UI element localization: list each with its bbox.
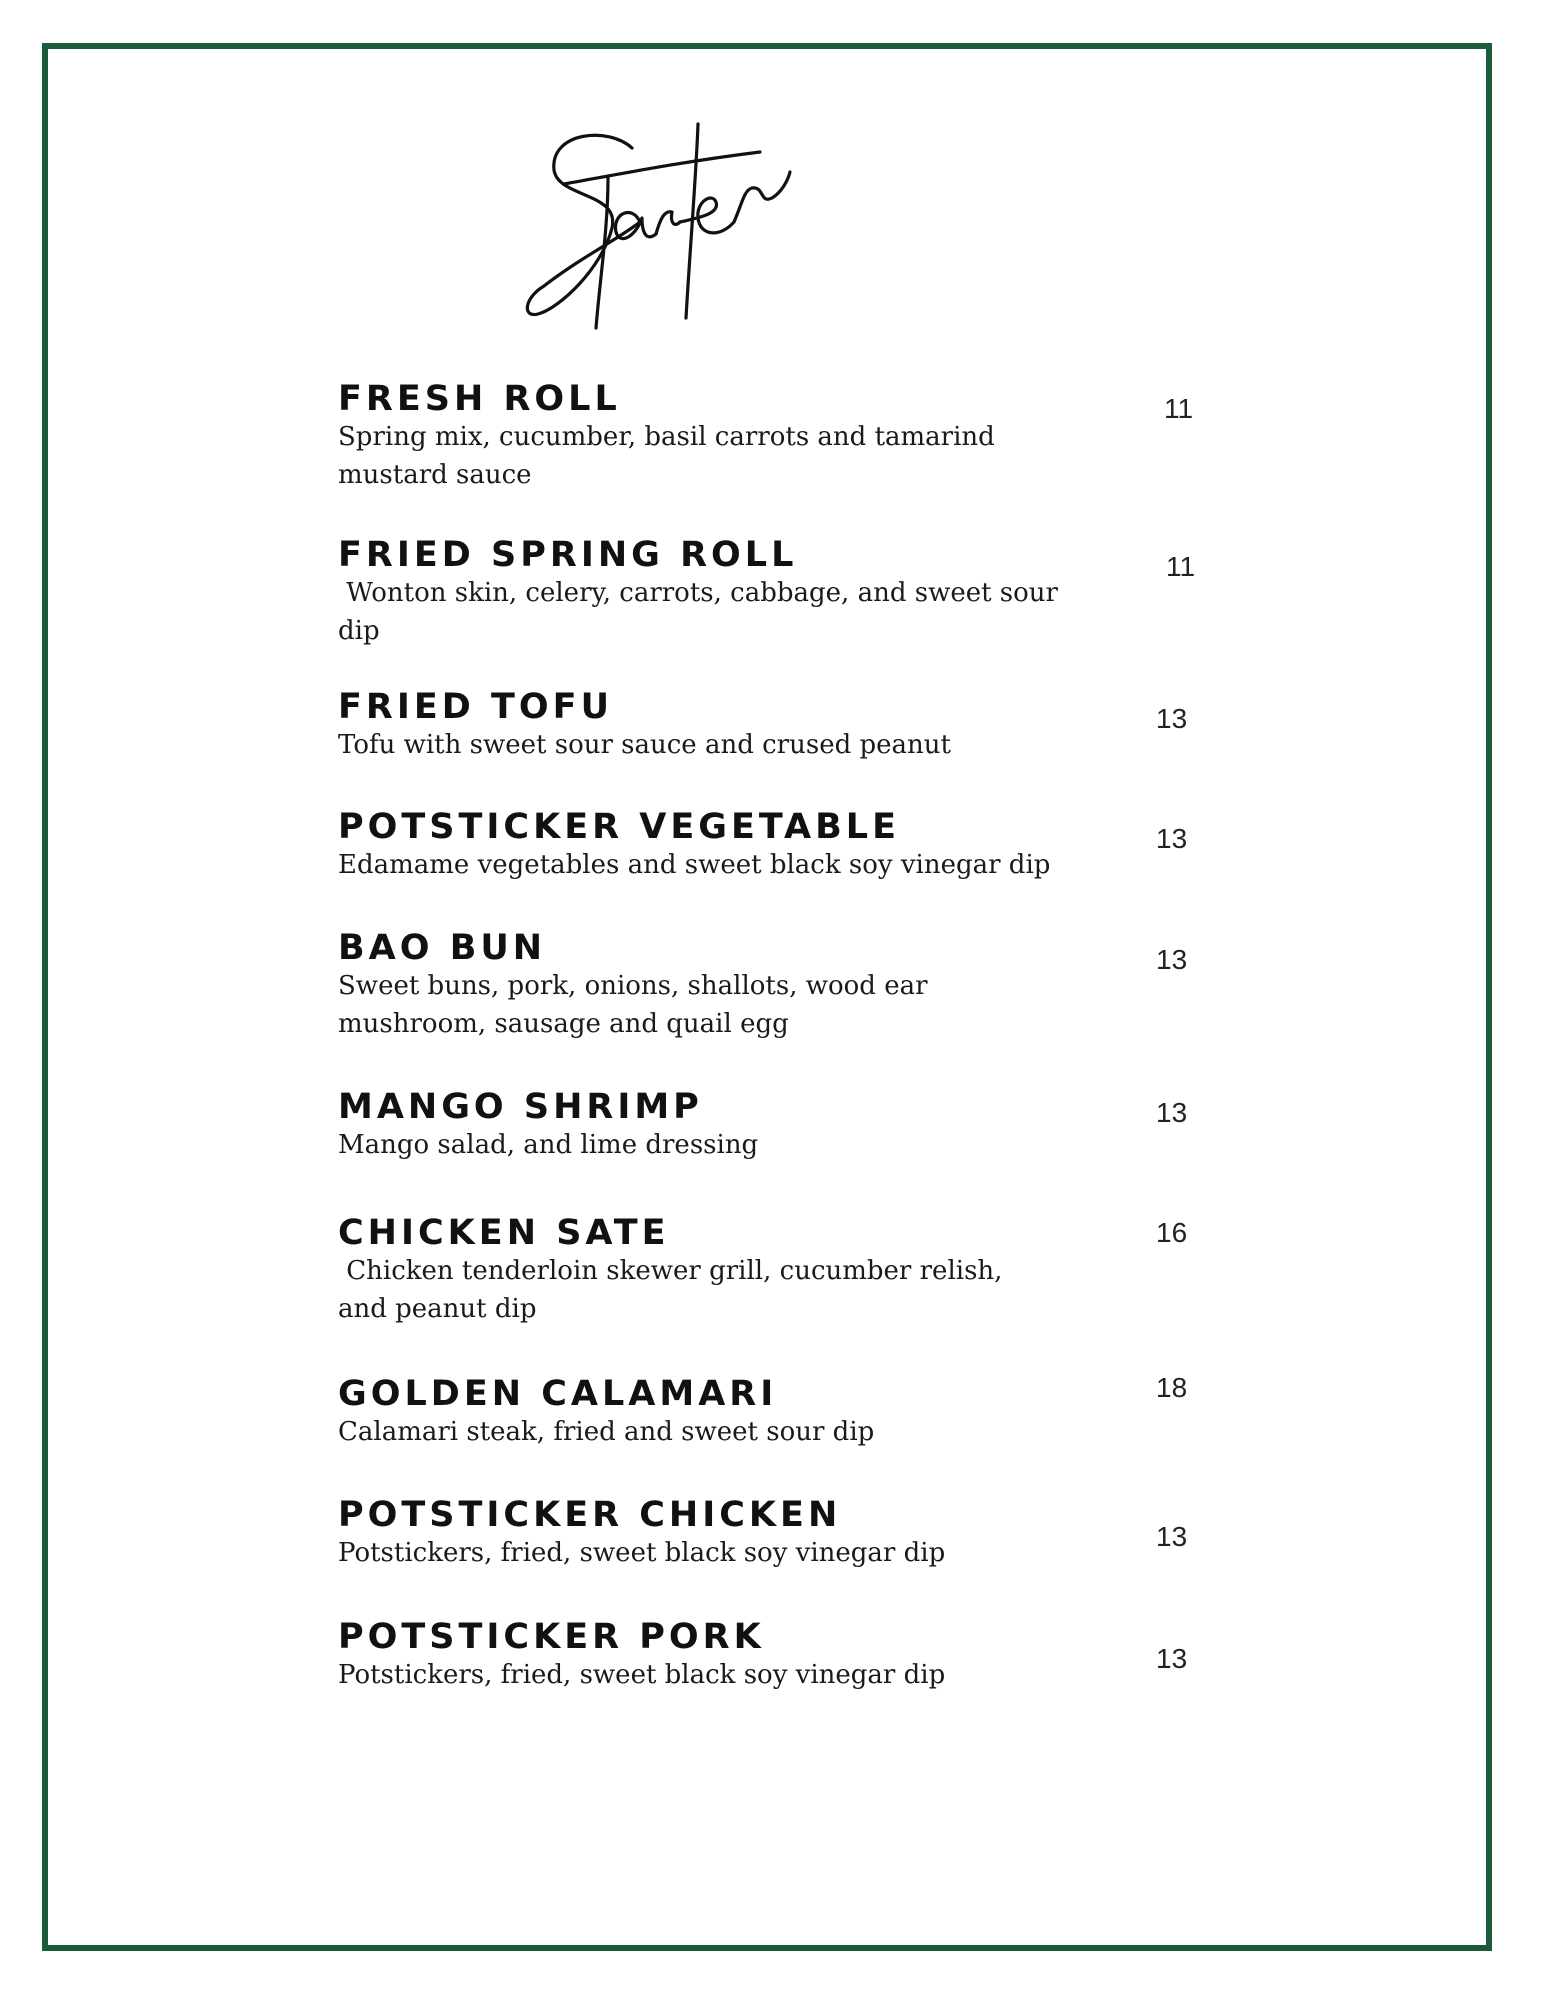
- item-description: Chicken tenderloin skewer grill, cucumber relish, and peanut dip: [338, 1256, 1011, 1324]
- menu-item-mango-shrimp: [338, 1088, 1208, 1164]
- item-price: 13: [1156, 944, 1188, 975]
- item-price: 11: [1164, 393, 1194, 424]
- item-price: 13: [1156, 1521, 1188, 1552]
- item-description: Potstickers, fried, sweet black soy vinegar dip: [338, 1538, 946, 1568]
- menu-title-script: [520, 118, 920, 338]
- item-name: POTSTICKER CHICKEN: [338, 1495, 842, 1535]
- item-price: 13: [1156, 703, 1188, 734]
- menu-item-golden-calamari: [338, 1372, 1208, 1451]
- item-description: Calamari steak, fried and sweet sour dip: [338, 1417, 875, 1447]
- item-price: 16: [1156, 1217, 1188, 1248]
- item-price: 13: [1156, 1643, 1188, 1674]
- menu-title: [520, 118, 920, 338]
- item-name: GOLDEN CALAMARI: [338, 1374, 778, 1414]
- item-description: Edamame vegetables and sweet black soy vinegar dip: [338, 850, 1051, 880]
- item-name: FRIED SPRING ROLL: [338, 535, 798, 575]
- item-name: MANGO SHRIMP: [338, 1087, 703, 1127]
- menu-item-chicken-sate: [338, 1214, 1208, 1328]
- item-price: 18: [1156, 1372, 1188, 1403]
- menu-item-fried-spring-roll: [338, 536, 1208, 650]
- item-name: FRIED TOFU: [338, 687, 613, 727]
- item-description: Wonton skin, celery, carrots, cabbage, and sweet sour dip: [338, 578, 1067, 646]
- item-name: CHICKEN SATE: [338, 1213, 670, 1253]
- menu-item-potsticker-pork: [338, 1618, 1208, 1694]
- menu-item-potsticker-vegetable: [338, 808, 1208, 884]
- item-name: POTSTICKER VEGETABLE: [338, 807, 901, 847]
- item-price: 13: [1156, 823, 1188, 854]
- menu-item-bao-bun: [338, 929, 1208, 1043]
- item-price: 11: [1166, 551, 1196, 582]
- item-description: Potstickers, fried, sweet black soy vinegar dip: [338, 1660, 946, 1690]
- item-name: POTSTICKER PORK: [338, 1617, 765, 1657]
- item-description: Mango salad, and lime dressing: [338, 1130, 759, 1160]
- item-name: FRESH ROLL: [338, 379, 621, 419]
- menu-item-fried-tofu: [338, 688, 1208, 764]
- item-price: 13: [1156, 1097, 1188, 1128]
- item-description: Sweet buns, pork, onions, shallots, wood ear mushroom, sausage and quail egg: [338, 971, 936, 1039]
- menu-item-potsticker-chicken: [338, 1496, 1208, 1572]
- menu-item-fresh-roll: [338, 380, 1208, 494]
- item-description: Tofu with sweet sour sauce and crused peanut: [338, 730, 951, 760]
- item-description: Spring mix, cucumber, basil carrots and tamarind mustard sauce: [338, 422, 1004, 490]
- item-name: BAO BUN: [338, 928, 547, 968]
